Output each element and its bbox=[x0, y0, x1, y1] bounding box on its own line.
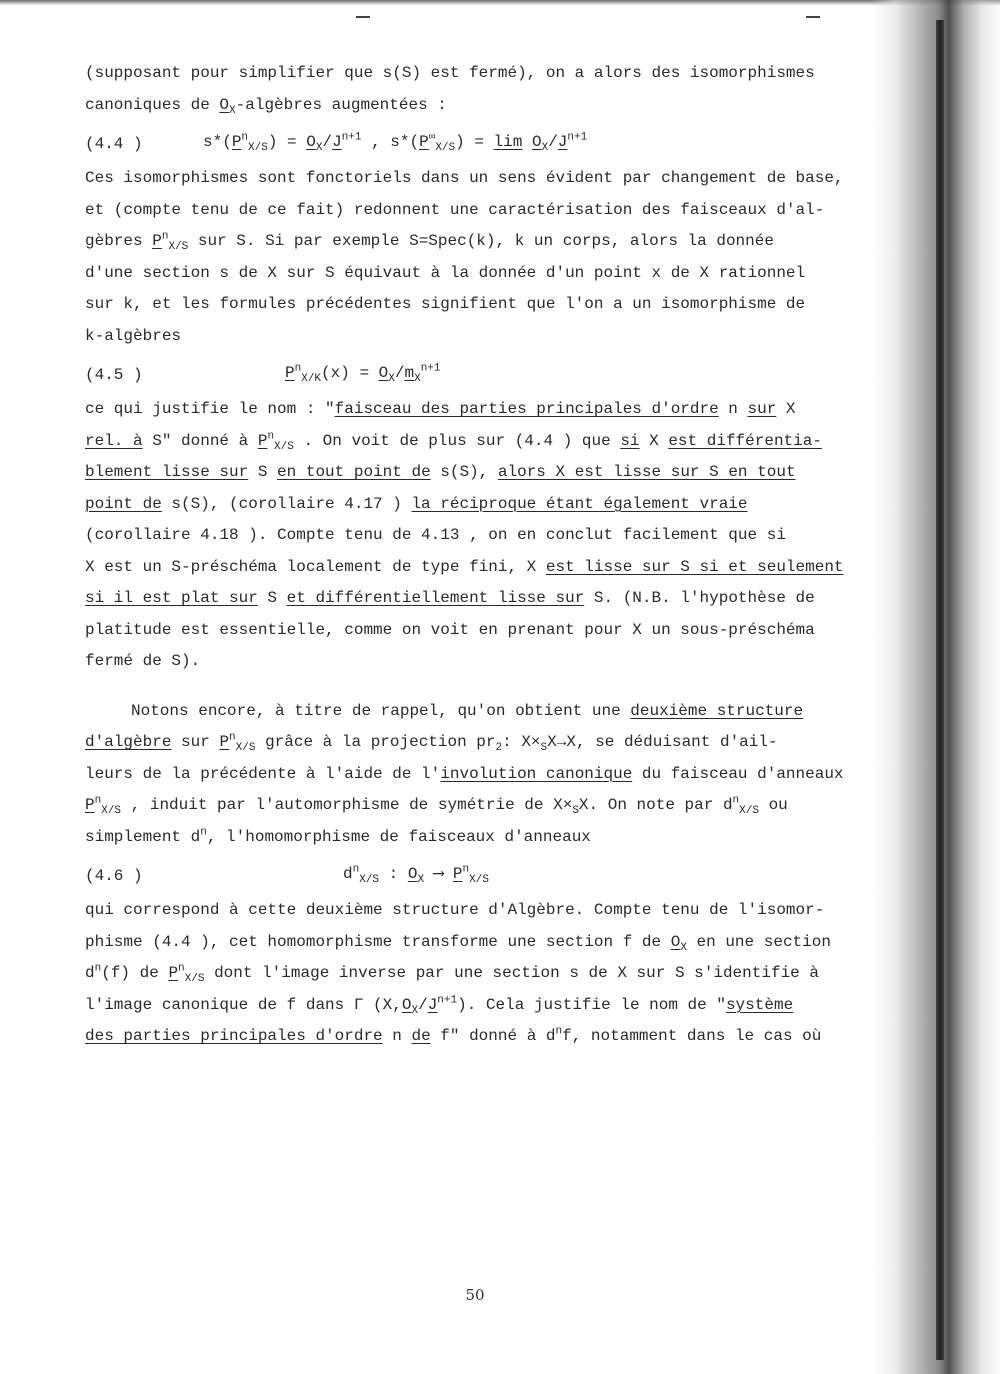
scan-binding-edge bbox=[936, 20, 944, 1360]
equation-label: (4.5 ) bbox=[85, 366, 143, 384]
text-line: Notons encore, à titre de rappel, qu'on obtient une deuxième structure bbox=[131, 701, 804, 720]
equation-4-4 bbox=[85, 121, 845, 163]
text-line: d'algèbre sur $P^n_{X/S}$ grâce à la projection $pr_2$: $X\times_SX\to X$, se déduisant d'ail- bbox=[85, 731, 778, 755]
text-line: sur k, et les formules précédentes signifient que l'on a un isomorphisme de bbox=[85, 295, 806, 313]
scan-mark bbox=[806, 16, 820, 18]
text-line: blement lisse sur S en tout point de s(S), alors X est lisse sur S en tout bbox=[85, 463, 796, 481]
text-line: d'une section s de X sur S équivaut à la donnée d'un point x de X rationnel bbox=[85, 263, 806, 282]
equation-body: $P^n_{X/K}(x) = O_X/m_X^{n+1}$ bbox=[285, 362, 441, 386]
text-line: k-algèbres bbox=[85, 326, 182, 345]
scan-top-edge bbox=[0, 0, 1000, 6]
text-line: leurs de la précédente à l'aide de l'involution canonique du faisceau d'anneaux bbox=[85, 764, 844, 783]
text-line: qui correspond à cette deuxième structure d'Algèbre. Compte tenu de l'isomor- bbox=[85, 901, 825, 919]
equation-body: $s*(P^n_{X/S}) = O_X/J^{n+1}$ , $s*(P^\infty_{X/S}) = \lim O_X/J^{n+1}$ bbox=[203, 131, 588, 155]
text-line: canoniques de $O_X$-algèbres augmentées : bbox=[85, 95, 447, 117]
text-line: platitude est essentielle, comme on voit en prenant pour X un sous-préschéma bbox=[85, 620, 815, 639]
text-line: des parties principales d'ordre n de f" donné à $d^nf$, notamment dans le cas où bbox=[85, 1025, 822, 1045]
text-line: si il est plat sur S et différentiellement lisse sur S. (N.B. l'hypothèse de bbox=[85, 589, 815, 607]
text-line: (corollaire 4.18 ). Compte tenu de 4.13 , on en conclut facilement que si bbox=[85, 526, 786, 544]
text-line: simplement $d^n$, l'homomorphisme de faisceaux d'anneaux bbox=[85, 826, 591, 846]
equation-label: (4.6 ) bbox=[85, 867, 143, 885]
text-line: Ces isomorphismes sont fonctoriels dans un sens évident par changement de base, bbox=[85, 169, 844, 187]
text-line: l'image canonique de f dans Γ $(X,O_X/J^{n+1})$. Cela justifie le nom de "système bbox=[85, 994, 794, 1017]
text-line: $d^n(f)$ de $P^n_{X/S}$ dont l'image inverse par une section s de X sur S s'identifie à bbox=[85, 962, 819, 986]
text-line: (supposant pour simplifier que s(S) est fermé), on a alors des isomorphismes bbox=[85, 64, 815, 82]
equation-label: (4.4 ) bbox=[85, 135, 143, 153]
text-line: fermé de S). bbox=[85, 652, 201, 670]
document-page bbox=[85, 58, 845, 1053]
equation-4-6 bbox=[85, 853, 845, 895]
text-line: et (compte tenu de ce fait) redonnent une caractérisation des faisceaux d'al- bbox=[85, 200, 825, 219]
text-line: $P^n_{X/S}$ , induit par l'automorphisme de symétrie de $X\times_SX$. On note par $d^n_{X/S}$ ou bbox=[85, 794, 788, 818]
text-line: gèbres $P^n_{X/S}$ sur S. Si par exemple S=Spec(k), k un corps, alors la donnée bbox=[85, 230, 774, 254]
page-number: 50 bbox=[465, 1286, 485, 1304]
equation-4-5 bbox=[85, 352, 845, 394]
text-line: ce qui justifie le nom : "faisceau des parties principales d'ordre n sur X bbox=[85, 400, 796, 418]
scan-mark bbox=[356, 16, 370, 18]
text-line: point de s(S), (corollaire 4.17 ) la réciproque étant également vraie bbox=[85, 494, 748, 513]
text-line: phisme (4.4 ), cet homomorphisme transforme une section f de $O_X$ en une section bbox=[85, 932, 831, 954]
equation-body: $d^n_{X/S}$ : $O_X$ ⟶ $P^n_{X/S}$ bbox=[343, 863, 489, 887]
text-line: rel. à S" donné à $P^n_{X/S}$ . On voit de plus sur (4.4 ) que si X est différentia- bbox=[85, 430, 822, 453]
text-line: X est un S-préschéma localement de type fini, X est lisse sur S si et seulement bbox=[85, 557, 844, 576]
